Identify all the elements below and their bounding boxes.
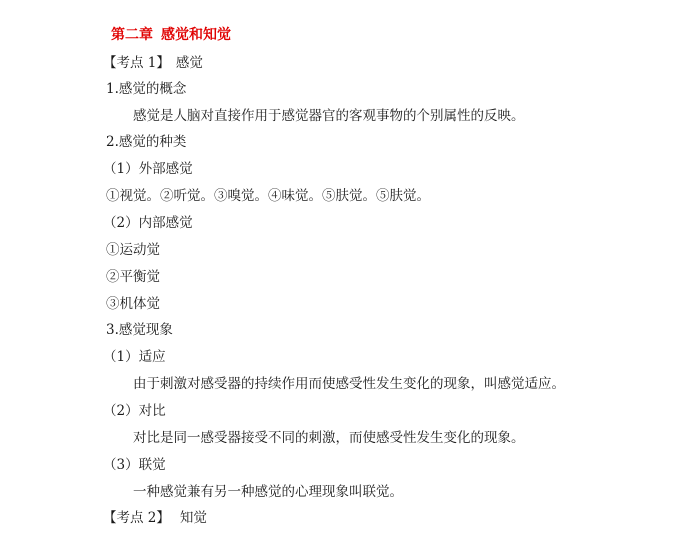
synesthesia-text: 一种感觉兼有另一种感觉的心理现象叫联觉。 — [133, 484, 403, 500]
internal-sense-item-1: ①运动觉 — [106, 242, 160, 258]
kaodian-2-label: 【考点 2】 — [103, 510, 170, 526]
kaodian-1-name: 感觉 — [175, 55, 203, 71]
chapter-name: 感觉和知觉 — [161, 27, 231, 43]
adaptation-heading: （1）适应 — [103, 349, 166, 365]
internal-sense-item-3: ③机体觉 — [106, 296, 160, 312]
internal-sense-heading: （2）内部感觉 — [103, 215, 193, 231]
chapter-title — [111, 26, 231, 44]
external-sense-heading: （1）外部感觉 — [103, 161, 193, 177]
synesthesia-heading: （3）联觉 — [103, 457, 166, 473]
adaptation-text: 由于刺激对感受器的持续作用而使感受性发生变化的现象，叫感觉适应。 — [133, 376, 565, 392]
kaodian-1-heading — [103, 54, 203, 72]
external-sense-items: ①视觉。②听觉。③嗅觉。④味觉。⑤肤觉。⑤肤觉。 — [106, 188, 430, 204]
kaodian-2-name: 知觉 — [179, 510, 207, 526]
section-1-heading: 1.感觉的概念 — [106, 81, 187, 97]
section-1-text: 感觉是人脑对直接作用于感觉器官的客观事物的个别属性的反映。 — [133, 108, 525, 124]
kaodian-1-label: 【考点 1】 — [103, 55, 170, 71]
internal-sense-item-2: ②平衡觉 — [106, 269, 160, 285]
contrast-heading: （2）对比 — [103, 403, 166, 419]
contrast-text: 对比是同一感受器接受不同的刺激，而使感受性发生变化的现象。 — [133, 430, 525, 446]
chapter-number: 第二章 — [111, 27, 153, 43]
section-2-heading: 2.感觉的种类 — [106, 134, 187, 150]
kaodian-2-heading — [103, 509, 207, 527]
section-3-heading: 3.感觉现象 — [106, 322, 173, 338]
